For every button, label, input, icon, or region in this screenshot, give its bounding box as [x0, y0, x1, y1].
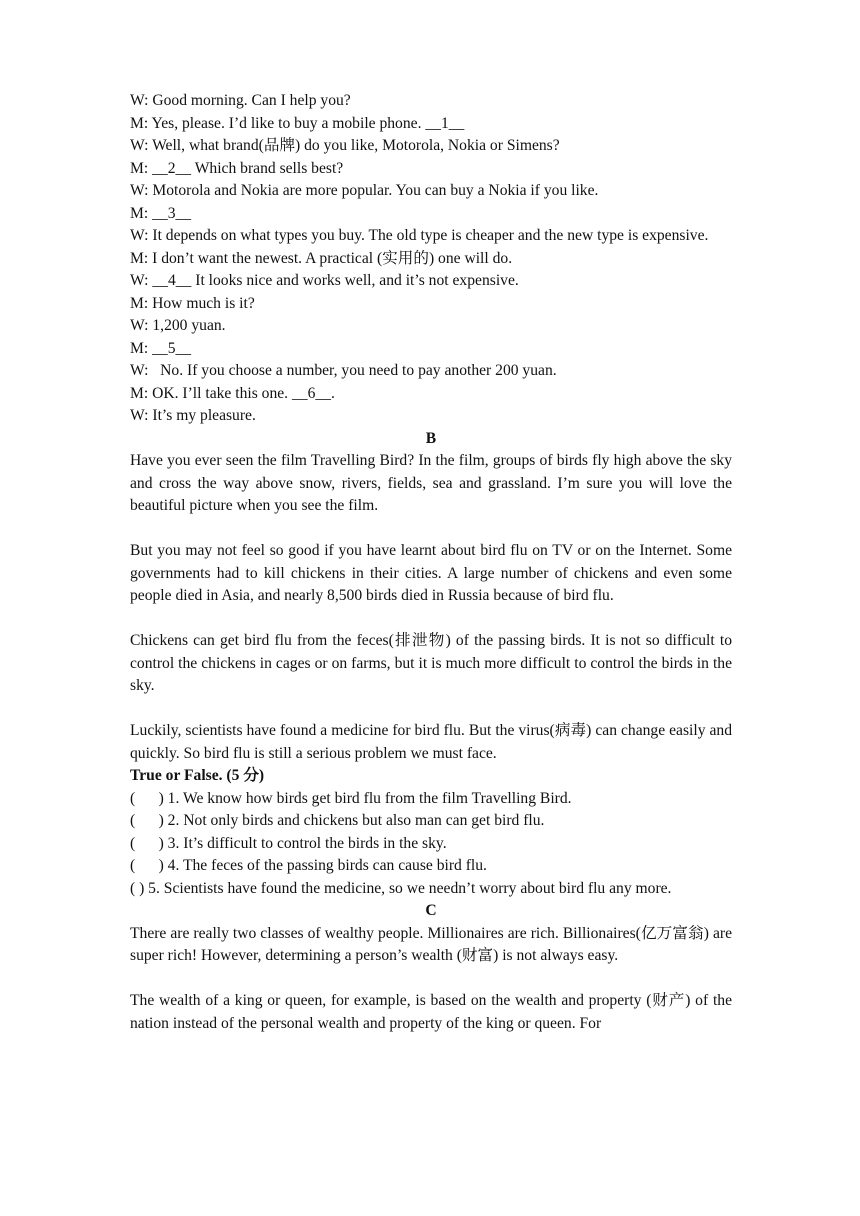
dialogue-line: W: It depends on what types you buy. The old type is cheaper and the new type is expensive. [130, 227, 709, 244]
dialogue [130, 90, 732, 428]
spacer [130, 608, 732, 631]
dialogue-line: W: Good morning. Can I help you? [130, 92, 351, 109]
paragraph: Chickens can get bird flu from the feces(排泄物) of the passing birds. It is not so difficult to control the chickens in cages or on farms, but it is much more difficult to control the birds in the sky. [130, 632, 732, 694]
paragraph: But you may not feel so good if you have learnt about bird flu on TV or on the Internet. Some governments had to kill chickens in their cities. A large number of chickens and even some people died in Asia, and nearly 8,500 birds died in Russia because of bird flu. [130, 542, 732, 604]
section-heading-c: C [425, 902, 437, 919]
dialogue-line: M: __2__ Which brand sells best? [130, 159, 344, 177]
document-page [130, 90, 732, 1035]
dialogue-line: M: I don’t want the newest. A practical (实用的) one will do. [130, 249, 513, 267]
dialogue-line: M: __5__ [130, 339, 192, 357]
true-false-item: ( ) 3. It’s difficult to control the birds in the sky. [130, 834, 447, 852]
true-false-item: ( ) 5. Scientists have found the medicine, so we needn’t worry about bird flu any more. [130, 879, 672, 897]
dialogue-line: M: __3__ [130, 204, 192, 222]
spacer [130, 968, 732, 991]
dialogue-line: M: Yes, please. I’d like to buy a mobile phone. __1__ [130, 114, 465, 132]
paragraph: Have you ever seen the film Travelling Bird? In the film, groups of birds fly high above the sky and cross the way above snow, rivers, fields, sea and grassland. I’m sure you will love the beautiful picture when you see the film. [130, 452, 732, 514]
paragraph: Luckily, scientists have found a medicine for bird flu. But the virus(病毒) can change easily and quickly. So bird flu is still a serious problem we must face. [130, 722, 732, 762]
dialogue-line: W: 1,200 yuan. [130, 317, 226, 334]
dialogue-line: M: How much is it? [130, 294, 255, 312]
dialogue-line: M: OK. I’ll take this one. __6__. [130, 384, 335, 402]
section-heading-b: B [425, 429, 437, 447]
dialogue-line: W: No. If you choose a number, you need to pay another 200 yuan. [130, 362, 557, 379]
true-false-item: ( ) 1. We know how birds get bird flu from the film Travelling Bird. [130, 789, 572, 807]
dialogue-line: W: Motorola and Nokia are more popular. You can buy a Nokia if you like. [130, 182, 599, 199]
paragraph: The wealth of a king or queen, for example, is based on the wealth and property (财产) of the nation instead of the personal wealth and property of the king or queen. For [130, 992, 732, 1032]
true-false-item: ( ) 4. The feces of the passing birds can cause bird flu. [130, 857, 487, 874]
dialogue-line: W: __4__ It looks nice and works well, and it’s not expensive. [130, 272, 519, 289]
spacer [130, 698, 732, 721]
true-false-item: ( ) 2. Not only birds and chickens but also man can get bird flu. [130, 812, 545, 829]
paragraph: There are really two classes of wealthy people. Millionaires are rich. Billionaires(亿万富翁) are super rich! However, determining a person’s wealth (财富) is not always easy. [130, 924, 732, 964]
dialogue-line: W: Well, what brand(品牌) do you like, Motorola, Nokia or Simens? [130, 137, 560, 154]
dialogue-line: W: It’s my pleasure. [130, 407, 256, 424]
task-title: True or False. (5 分) [130, 767, 265, 784]
spacer [130, 518, 732, 541]
